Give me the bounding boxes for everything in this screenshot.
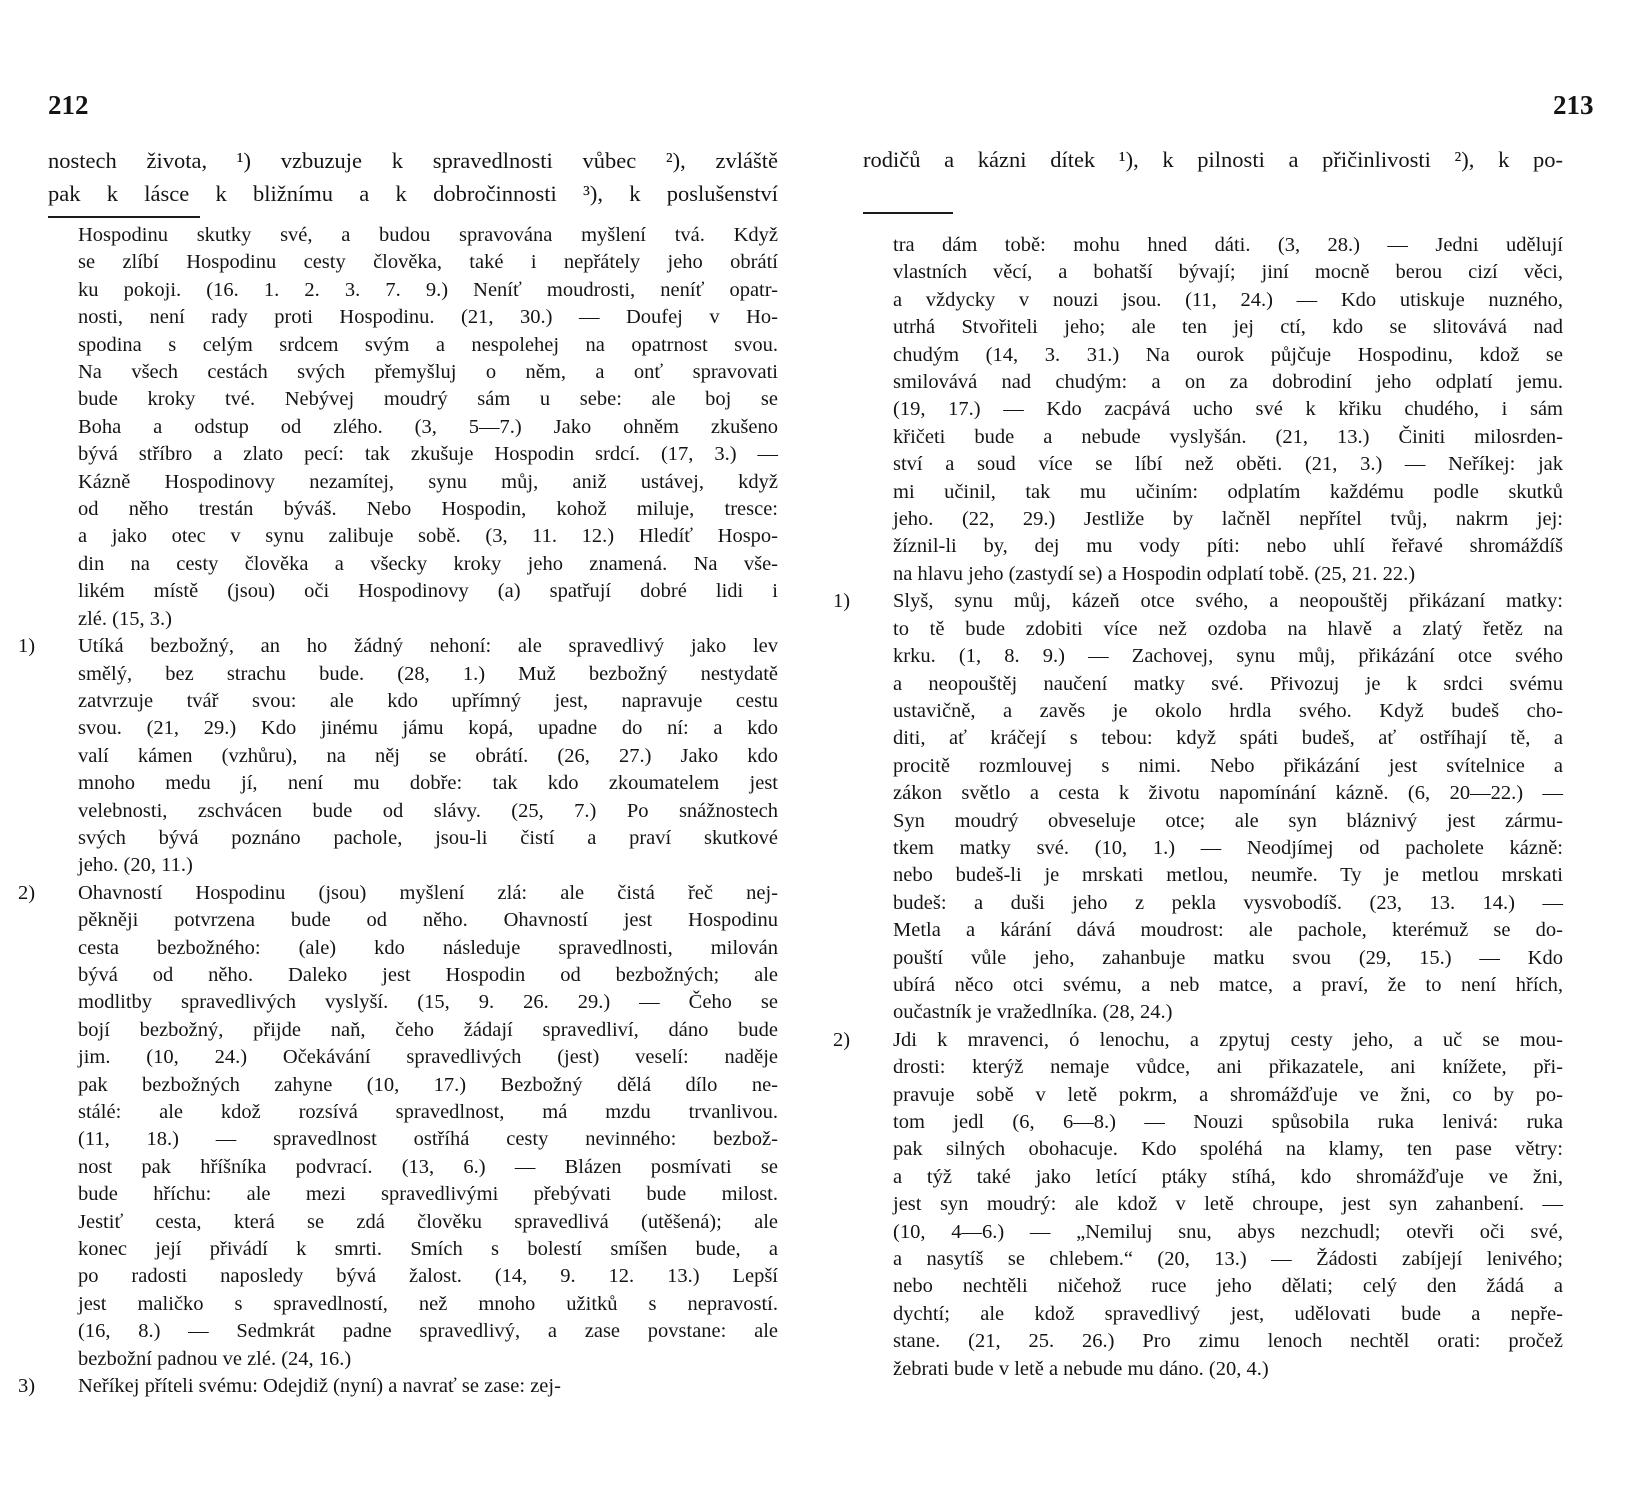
footnote-text: jim. (10, 24.) Očekávání spravedlivých (jest) veselí: naděje (78, 1046, 778, 1069)
continued-footnote (48, 222, 778, 633)
footnote-line (863, 917, 1563, 944)
footnote-line (863, 890, 1563, 917)
footnote-line (863, 643, 1563, 670)
footnote-text: Syn moudrý obveseluje otce; ale syn bláznivý jest zármu- (893, 809, 1563, 832)
text-line: jeho. (22, 29.) Jestliže by lačněl nepřítel tvůj, nakrm jej: (893, 508, 1563, 531)
footnote-text: bývá od něho. Daleko jest Hospodin od bezbožných; ale (78, 963, 778, 986)
footnote (833, 1027, 1563, 1383)
footnote-text: jest maličko s spravedlností, než mnoho užitků s nepravostí. (78, 1292, 778, 1315)
footnote-rule (48, 216, 200, 218)
text-line: na hlavu jeho (zastydí se) a Hospodin odplatí tobě. (25, 21. 22.) (893, 562, 1416, 585)
footnote-line (18, 1373, 778, 1400)
text-line: utrhá Stvořiteli jeho; ale ten jej ctí, kdo se slitovává nad (893, 316, 1563, 339)
text-line: nosti, není rady proti Hospodinu. (21, 30.) — Doufej v Ho- (78, 306, 778, 329)
text-line: Na všech cestách svých přemyšluj o něm, a onť spravovati (78, 361, 778, 384)
footnote-text: tkem matky své. (10, 1.) — Neodjímej od pacholete kázně: (893, 836, 1563, 859)
text-line: bývá stříbro a zlato pecí: tak zkušuje Hospodin srdcí. (17, 3.) — (78, 443, 778, 466)
footnote (18, 1373, 778, 1400)
footnote-rule (863, 212, 953, 214)
footnote-line (48, 1318, 778, 1345)
footnote-line (863, 1109, 1563, 1136)
footnote-line (48, 989, 778, 1016)
footnote-line (48, 1181, 778, 1208)
footnote (18, 633, 778, 880)
footnote-text: zákon světlo a cesta k životu napomínání kázně. (6, 20—22.) — (893, 782, 1563, 805)
footnote-text: dychtí; ale kdož spravedlivý jest, udělovati bude a nepře- (893, 1302, 1563, 1325)
text-line: se zlíbí Hospodinu cesty člověka, také i nepřátely jeho obrátí (78, 251, 778, 274)
text-line: zlé. (15, 3.) (78, 607, 172, 630)
footnote-line (48, 935, 778, 962)
text-line: din na cesty člověka a všecky kroky jeho znamená. Na vše- (78, 552, 778, 575)
footnote-line (48, 825, 778, 852)
footnote-line (863, 1082, 1563, 1109)
text-line: tra dám tobě: mohu hned dáti. (3, 28.) — Jedni udělují (893, 234, 1563, 256)
text-line: smilovává nad chudým: a on za dobrodiní jeho odplatí jemu. (893, 371, 1563, 394)
text-line: (19, 17.) — Kdo zacpává ucho své k křiku chudého, i sám (893, 398, 1563, 421)
footnote-text: tom jedl (6, 6—8.) — Nouzi spůsobila ruka lenivá: ruka (893, 1111, 1563, 1133)
footnote-text: cesta bezbožného: (ale) kdo následuje spravedlnosti, milován (78, 936, 778, 959)
footnote-marker: 1) (18, 635, 36, 658)
footnote-text: Slyš, synu můj, kázeň otce svého, a neopouštěj přikázaní matky: (893, 590, 1563, 613)
text-line: bude kroky tvé. Nebývej moudrý sám u sebe: ale boj se (78, 388, 778, 411)
footnote-text: Metla a kárání dává moudrost: ale pachole, kterémuž se do- (893, 919, 1563, 942)
footnote-text: po radosti naposledy bývá žalost. (14, 9. 12. 13.) Lepší (78, 1265, 778, 1288)
footnote-line (18, 633, 778, 660)
footnote-line (48, 1209, 778, 1236)
footnote-text: bojí bezbožný, přijde naň, čeho žádají spravedliví, dáno bude (78, 1018, 778, 1041)
text-line: ství a soud více se líbí než oběti. (21, 3.) — Neříkej: jak (893, 453, 1563, 476)
footnote-line (48, 1236, 778, 1263)
footnote-line (48, 743, 778, 770)
text-line: spodina s celým srdcem svým a nespolehej na opatrnost svou. (78, 333, 778, 356)
footnote-line (863, 725, 1563, 752)
page-number: 212 (48, 90, 89, 120)
footnote-line (863, 780, 1563, 807)
footnote-text: pravuje sobě v letě pokrm, a shromážďuje ve žni, co by po- (893, 1083, 1563, 1106)
footnote-text: valí kámen (vzhůru), na něj se obrátí. (26, 27.) Jako kdo (78, 744, 778, 767)
footnote-text: (16, 8.) — Sedmkrát padne spravedlivý, a zase povstane: ale (78, 1320, 778, 1343)
footnote-text: Utíká bezbožný, an ho žádný nehoní: ale spravedlivý jako lev (78, 635, 778, 658)
footnote-text: pěkněji potvrzena bude od něho. Ohavností jest Hospodinu (78, 909, 778, 932)
main-text (48, 144, 778, 210)
footnote-marker: 1) (833, 590, 851, 613)
text-line: a vždycky v nouzi jsou. (11, 24.) — Kdo utiskuje nuzného, (893, 288, 1563, 311)
right-page (815, 0, 1630, 1500)
footnote-line (863, 1273, 1563, 1300)
footnote-text: krku. (1, 8. 9.) — Zachovej, synu můj, přikázání otce svého (893, 645, 1563, 668)
page-number: 213 (1553, 90, 1594, 120)
text-line: a jako otec v synu zalibuje sobě. (3, 11. 12.) Hledíť Hospo- (78, 525, 778, 548)
footnote-line (863, 1328, 1563, 1355)
footnote-line (18, 880, 778, 907)
footnote-text: drosti: kterýž nemaje vůdce, ani přikazatele, ani knížete, při- (893, 1056, 1563, 1079)
text-line: likém místě (jsou) oči Hospodinovy (a) spatřují dobré lidi i (78, 580, 778, 603)
footnote-text: ubírá něco otci svému, a neb matce, a praví, že to není hřích, (893, 973, 1563, 996)
footnote-text: bude hříchu: ale mezi spravedlivými přebývati bude milost. (78, 1183, 778, 1206)
footnote-line (863, 999, 1563, 1026)
footnote-text: to tě bude zdobiti více než ozdoba na hlavě a zlatý řetěz na (893, 617, 1563, 640)
footnote-line (863, 1136, 1563, 1163)
text-line: nostech života, ¹) vzbuzuje k spravedlnosti vůbec ²), zvláště (48, 148, 778, 173)
footnote-marker: 3) (18, 1375, 36, 1398)
footnote-line (48, 962, 778, 989)
footnote-text: pak bezbožných zahyne (10, 17.) Bezbožný dělá dílo ne- (78, 1073, 778, 1096)
footnote-text: a nasytíš se chlebem.“ (20, 13.) — Žádosti zabíjejí lenivého; (893, 1248, 1563, 1271)
footnote-text: (11, 18.) — spravedlnost ostříhá cesty nevinného: bezbož- (78, 1128, 778, 1151)
footnote-text: stane. (21, 25. 26.) Pro zimu lenoch nechtěl orati: pročež (893, 1330, 1563, 1353)
footnote-line (48, 907, 778, 934)
footnote-line (863, 1301, 1563, 1328)
footnote-text: velebnosti, zschvácen bude od slávy. (25, 7.) Po snážnostech (78, 799, 778, 822)
footnote-text: Jestiť cesta, která se zdá člověku spravedlivá (utěšená); ale (78, 1210, 778, 1233)
footnote-line (48, 1017, 778, 1044)
footnote-marker: 2) (833, 1028, 851, 1051)
text-line: Boha a odstup od zlého. (3, 5—7.) Jako ohněm zkušeno (78, 415, 778, 438)
footnote-line (863, 945, 1563, 972)
footnote-line (48, 715, 778, 742)
text-line: vlastních věcí, a bohatší bývají; jiní mocně berou cizí věci, (893, 261, 1563, 284)
footnote-text: pak silných obohacuje. Kdo spoléhá na klamy, ten pase větry: (893, 1138, 1563, 1161)
footnote-line (863, 1164, 1563, 1191)
footnote-line (48, 798, 778, 825)
footnote-line (863, 1246, 1563, 1273)
footnote-line (863, 1219, 1563, 1246)
footnote-line (48, 1263, 778, 1290)
footnote-text: a týž také jako letící ptáky stíhá, kdo shromážďuje ve žni, (893, 1165, 1563, 1188)
footnote-text: zatvrzuje tvář svou: ale kdo upřímný jest, napravuje cestu (78, 689, 778, 712)
footnote (18, 880, 778, 1373)
footnote-line (48, 1072, 778, 1099)
footnote-text: svých bývá poznáno pachole, jsou-li čistí a praví skutkové (78, 826, 778, 849)
footnote-line (48, 661, 778, 688)
footnote (833, 588, 1563, 1027)
footnote-line (863, 835, 1563, 862)
footnote-line (48, 1044, 778, 1071)
footnote-marker: 2) (18, 881, 36, 904)
footnote-text: smělý, bez strachu bude. (28, 1.) Muž bezbožný nestydatě (78, 662, 778, 685)
footnote-text: nebo nechtěli ničehož ruce jeho dělati; celý den žádá a (893, 1275, 1563, 1298)
footnote-text: oučastník je vražedlníka. (28, 24.) (893, 1001, 1173, 1024)
footnote-line (48, 688, 778, 715)
footnote-text: jeho. (20, 11.) (78, 854, 193, 877)
footnote-line (48, 852, 778, 879)
text-line: chudým (14, 3. 31.) Na ourok půjčuje Hospodinu, kdož se (893, 343, 1563, 366)
footnote-line (863, 808, 1563, 835)
footnote-line (48, 1126, 778, 1153)
text-line: ku pokoji. (16. 1. 2. 3. 7. 9.) Neníť moudrosti, neníť opatr- (78, 278, 778, 301)
footnote-line (48, 770, 778, 797)
text-line: mi učinil, tak mu učiním: odplatím každému podle skutků (893, 480, 1563, 503)
text-line: Hospodinu skutky své, a budou spravována myšlení tvá. Když (78, 224, 778, 246)
footnotes (833, 232, 1563, 1383)
footnote-line (863, 698, 1563, 725)
footnote-text: bezbožní padnou ve zlé. (24, 16.) (78, 1347, 352, 1370)
footnote-text: (10, 4—6.) — „Nemiluj snu, abys nezchudl; otevři oči své, (893, 1220, 1563, 1243)
footnote-text: nebo budeš-li je mrskati metlou, neumře. Ty je metlou mrskati (893, 864, 1563, 887)
footnote-text: Ohavností Hospodinu (jsou) myšlení zlá: ale čistá řeč nej- (78, 881, 778, 904)
footnote-line (863, 1191, 1563, 1218)
footnote-line (863, 972, 1563, 999)
footnote-line (863, 1054, 1563, 1081)
footnote-text: nost pak hříšníka podvrací. (13, 6.) — Blázen posmívati se (78, 1155, 778, 1178)
footnote-line (863, 616, 1563, 643)
footnote-text: procitě rozmlouvej s nimi. Nebo přikázání jest svítelnice a (893, 754, 1563, 777)
footnote-text: Jdi k mravenci, ó lenochu, a zpytuj cesty jeho, a uč se mou- (893, 1028, 1563, 1051)
footnote-line (863, 1356, 1563, 1383)
footnote-text: žebrati bude v letě a nebude mu dáno. (20, 4.) (893, 1357, 1269, 1380)
footnote-text: konec její přivádí k smrti. Smích s bolestí smíšen bude, a (78, 1238, 778, 1261)
footnote-text: a neopouštěj naučení matky své. Přivozuj je k srdci svému (893, 672, 1563, 695)
footnote-text: budeš: a duši jeho z pekla vysvobodíš. (23, 13. 14.) — (893, 891, 1563, 914)
footnote-text: jest syn moudrý: ale kdož v letě chroupe, jest syn zahanbení. — (893, 1193, 1563, 1216)
footnote-text: diti, ať kráčejí s tebou: když spáti budeš, ať ostříhají tě, a (893, 727, 1563, 750)
footnotes (18, 222, 778, 1400)
footnote-line (833, 1027, 1563, 1054)
footnote-text: modlitby spravedlivých vyslyší. (15, 9. 26. 29.) — Čeho se (78, 991, 778, 1014)
text-line: rodičů a kázni dítek ¹), k pilnosti a přičinlivosti ²), k po- (863, 147, 1563, 172)
footnote-line (863, 862, 1563, 889)
footnote-line (833, 588, 1563, 615)
footnote-line (863, 671, 1563, 698)
footnote-text: mnoho medu jí, není mu dobře: tak kdo zkoumatelem jest (78, 772, 778, 795)
footnote-text: stálé: ale kdož rozsívá spravedlnost, má mzdu trvanlivou. (78, 1101, 778, 1123)
footnote-line (48, 1099, 778, 1126)
footnote-text: Neříkej příteli svému: Odejdiž (nyní) a navrať se zase: zej- (78, 1375, 561, 1398)
footnote-line (48, 1291, 778, 1318)
footnote-line (863, 753, 1563, 780)
text-line: od něho trestán býváš. Nebo Hospodin, kohož miluje, tresce: (78, 498, 778, 521)
text-line: křičeti bude a nebude vyslyšán. (21, 13.) Činiti milosrden- (893, 425, 1563, 448)
text-line: Kázně Hospodinovy nezamítej, synu můj, aniž ustávej, když (78, 470, 778, 493)
text-line: pak k lásce k bližnímu a k dobročinnosti ³), k poslušenství (48, 181, 778, 206)
footnote-text: pouští vůle jeho, zahanbuje matku svou (29, 15.) — Kdo (893, 946, 1563, 969)
footnote-text: svou. (21, 29.) Kdo jinému jámu kopá, upadne do ní: a kdo (78, 717, 778, 740)
text-line: žíznil-li by, dej mu vody píti: nebo uhlí řeřavé shromáždíš (893, 535, 1563, 558)
main-text (863, 143, 1563, 176)
footnote-text: ustavičně, a zavěs je okolo hrdla svého. Když budeš cho- (893, 699, 1563, 722)
footnote-line (48, 1154, 778, 1181)
continued-footnote (863, 232, 1563, 588)
footnote-line (48, 1346, 778, 1373)
